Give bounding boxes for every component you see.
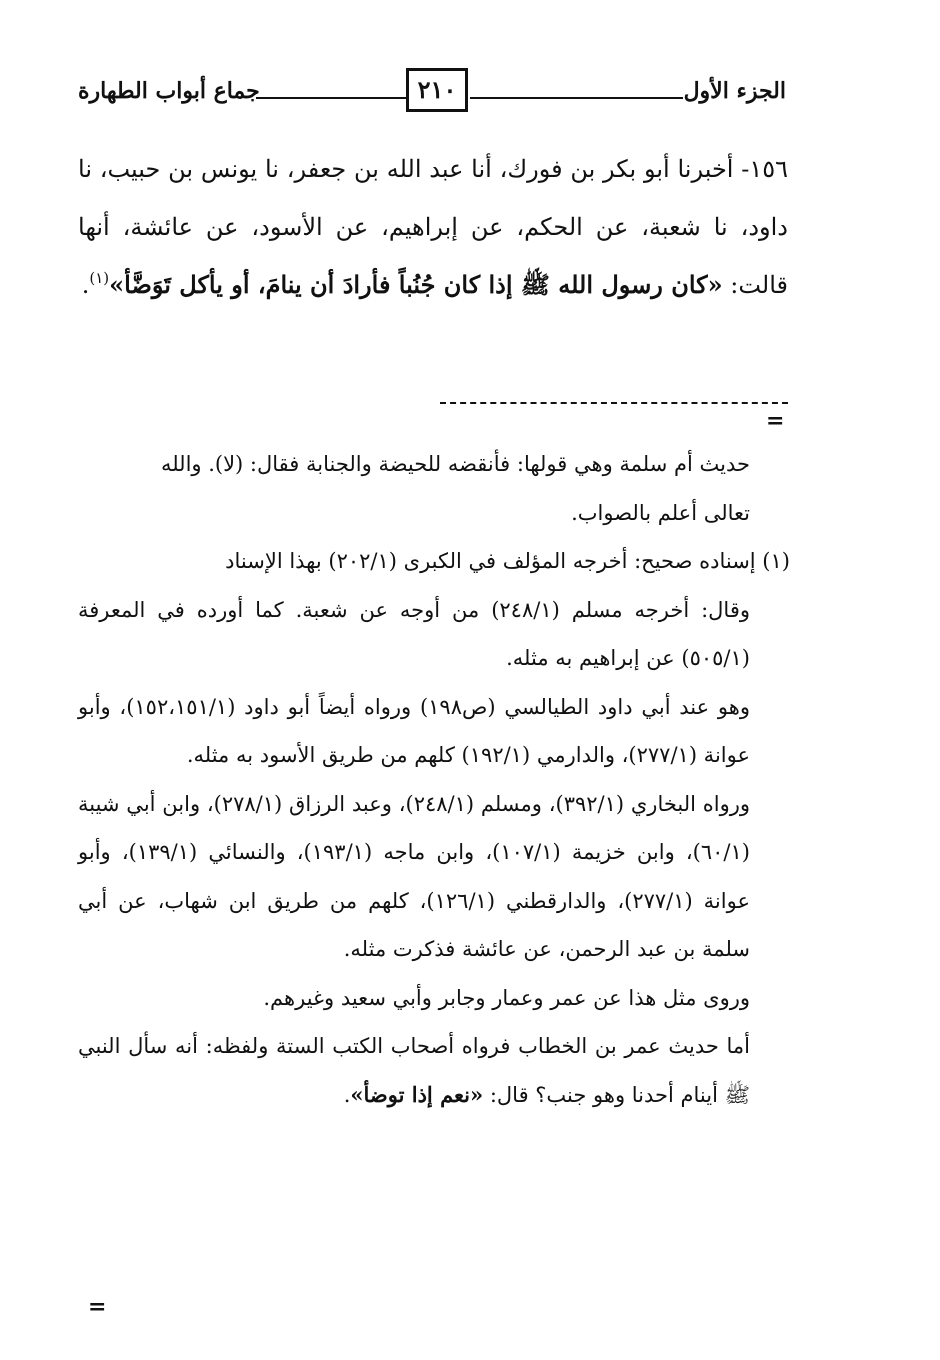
- header-rule-right: [470, 97, 683, 99]
- footnote-ref: (١): [89, 269, 110, 287]
- continuation-mark-top: =: [766, 408, 785, 434]
- footnote-continuation-line-1: حديث أم سلمة وهي قولها: فأنقضه للحيضة والجنابة فقال: (لا). والله: [160, 452, 750, 476]
- page-number: ٢١٠: [406, 68, 468, 112]
- footnote-separator: [440, 402, 788, 404]
- para5-end: .: [343, 1082, 351, 1107]
- hadith-text: [78, 140, 788, 314]
- chapter-title: جماع أبواب الطهارة: [78, 78, 260, 104]
- hadith-matn: «كان رسول الله ﷺ إذا كان جُنُباً فأرادَ أن ينامَ، أو يأكل تَوَضَّأ»: [109, 270, 723, 299]
- hadith-isnad: ١٥٦- أخبرنا أبو بكر بن فورك، أنا عبد الله بن جعفر، نا يونس بن حبيب، نا داود، نا شعبة، عن الحكم، عن إبراهيم، عن الأسود، عن عائشة، أنها قالت:: [78, 155, 788, 299]
- footnote-paragraph-5: [78, 1022, 790, 1119]
- footnote-paragraph-2: وهو عند أبي داود الطيالسي (ص١٩٨) ورواه أيضاً أبو داود (١٥٢،١٥١/١)، وأبو عوانة (٢٧٧/١)، والدارمي (١٩٢/١) كلهم من طريق الأسود به مثله.: [78, 694, 750, 767]
- footnote-paragraph-4: وروى مثل هذا عن عمر وعمار وجابر وأبي سعيد وغيرهم.: [263, 985, 750, 1010]
- volume-label: الجزء الأول: [683, 78, 786, 104]
- footnote-1-first-line: (١) إسناده صحيح: أخرجه المؤلف في الكبرى (٢٠٢/١) بهذا الإسناد: [225, 549, 790, 573]
- para5-text: أما حديث عمر بن الخطاب فرواه أصحاب الكتب الستة ولفظه: أنه سأل النبي ﷺ أينام أحدنا وهو جنب؟ قال:: [78, 1034, 750, 1107]
- running-header: [78, 68, 786, 118]
- footnote-continuation-line-2: تعالى أعلم بالصواب.: [571, 500, 750, 525]
- footnote-1-body: وقال: أخرجه مسلم (٢٤٨/١) من أوجه عن شعبة. كما أورده في المعرفة (٥٠٥/١) عن إبراهيم به مثله.: [78, 597, 751, 670]
- footnotes: [78, 440, 790, 1119]
- header-rule-left: [256, 97, 406, 99]
- para5-quote: «نعم إذا توضأ»: [350, 1081, 484, 1107]
- continuation-mark-bottom: =: [88, 1294, 107, 1320]
- hadith-end: .: [81, 271, 90, 299]
- footnote-paragraph-3: ورواه البخاري (٣٩٢/١)، ومسلم (٢٤٨/١)، وعبد الرزاق (٢٧٨/١)، وابن أبي شيبة (٦٠/١)، وابن خزيمة (١٠٧/١)، وابن ماجه (١٩٣/١)، والنسائي (١٣٩/١)، وأبو عوانة (٢٧٧/١)، والدارقطني (١٢٦/١)، كلهم من طريق ابن شهاب، عن أبي سلمة بن عبد الرحمن، عن عائشة فذكرت مثله.: [78, 791, 751, 961]
